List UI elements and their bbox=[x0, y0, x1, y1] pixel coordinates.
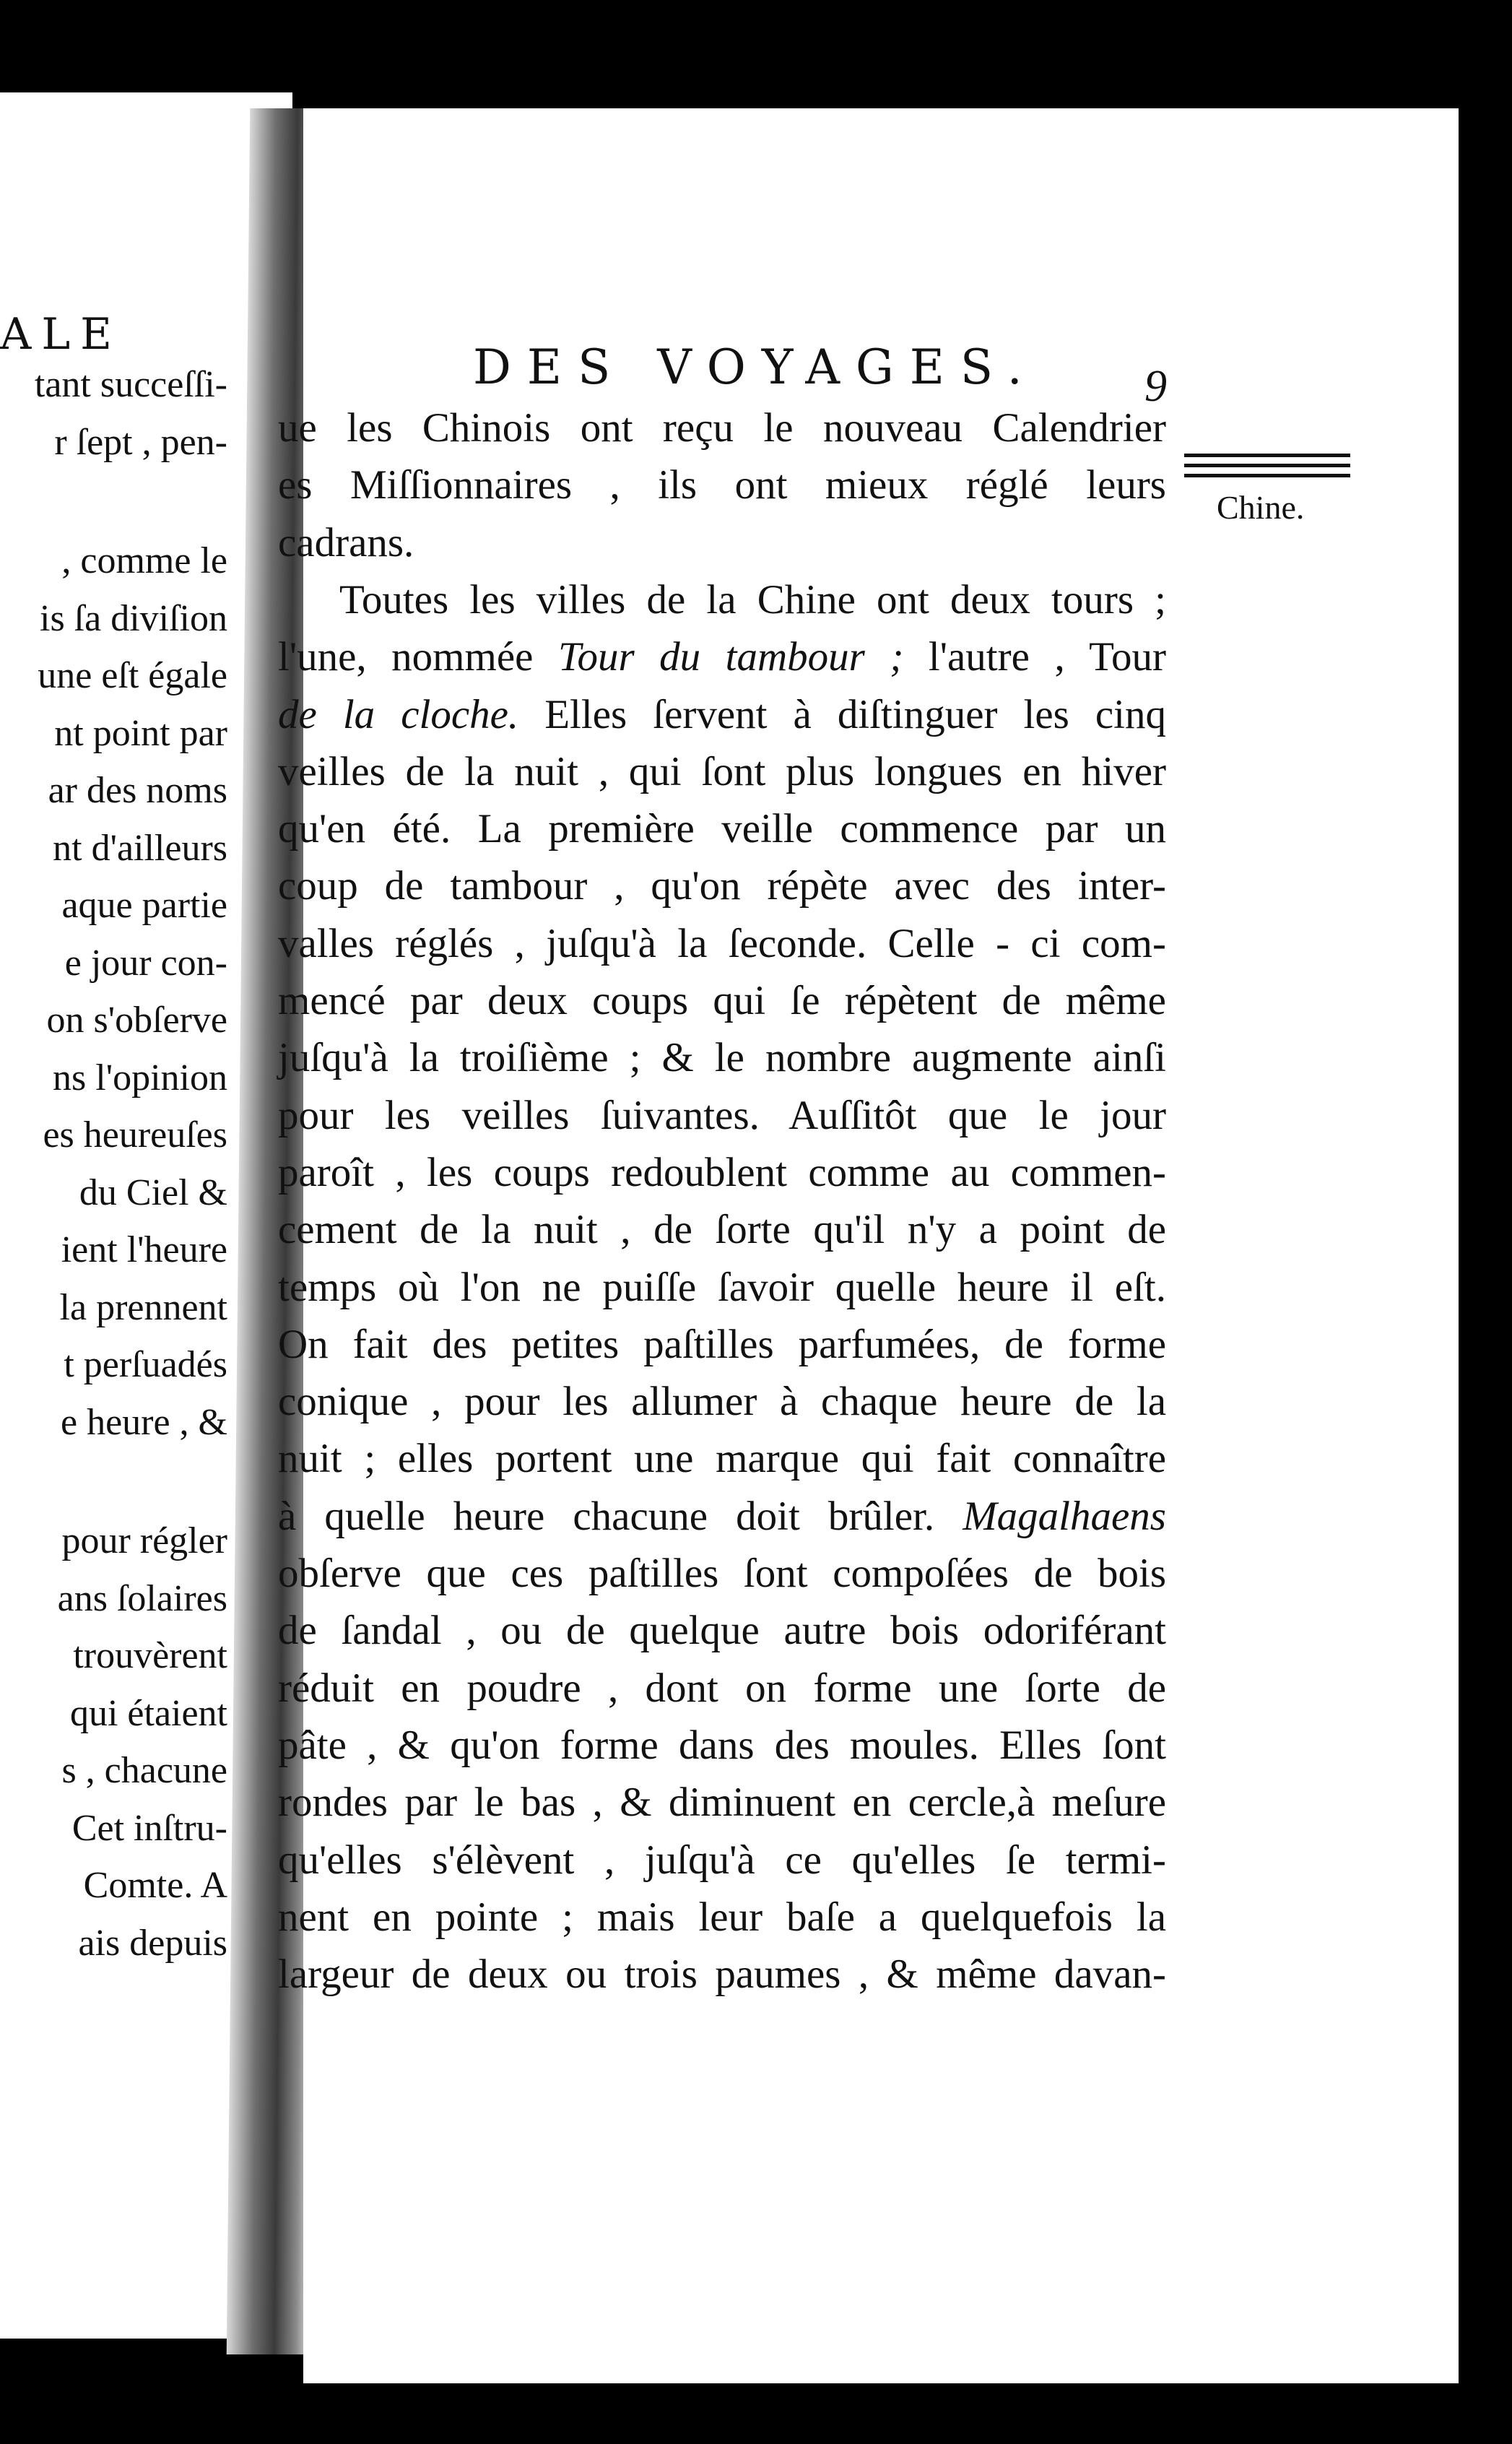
margin-rule bbox=[1184, 474, 1350, 477]
body-text-line: conique , pour les allumer à chaque heure de la bbox=[278, 1379, 1166, 1425]
italic-segment: Magalhaens bbox=[963, 1493, 1166, 1539]
body-text-line: valles réglés , juſqu'à la ſeconde. Celle - ci com- bbox=[278, 920, 1166, 966]
body-text-line: qu'elles s'élèvent , juſqu'à ce qu'elles ſe termi- bbox=[278, 1837, 1166, 1883]
margin-note: Chine. bbox=[1217, 489, 1305, 526]
body-text-line: ue les Chinois ont reçu le nouveau Calendrier bbox=[278, 405, 1166, 451]
running-head: DES VOYAGES. bbox=[473, 339, 1038, 395]
left-text-line: t perſuadés bbox=[64, 1344, 227, 1385]
left-text-line: s , chacune bbox=[61, 1750, 227, 1791]
body-text-line: rondes par le bas , & diminuent en cercle,à meſure bbox=[278, 1780, 1166, 1826]
left-text-line: du Ciel & bbox=[79, 1171, 227, 1213]
line-segment: l'une, nommée bbox=[278, 634, 558, 680]
body-text-line: pâte , & qu'on forme dans des moules. Elles ſont bbox=[278, 1722, 1166, 1768]
body-text-line: qu'en été. La première veille commence par un bbox=[278, 806, 1166, 852]
body-text-line: nuit ; elles portent une marque qui fait connaître bbox=[278, 1436, 1166, 1482]
left-text-line: la prennent bbox=[59, 1286, 227, 1328]
body-text-line: nent en pointe ; mais leur baſe a quelquefois la bbox=[278, 1894, 1166, 1940]
left-text-line: pour régler bbox=[61, 1520, 227, 1561]
left-text-line: e heure , & bbox=[60, 1401, 227, 1443]
left-text-line: ais depuis bbox=[78, 1922, 227, 1964]
body-text-line: juſqu'à la troiſième ; & le nombre augmente ainſi bbox=[278, 1035, 1166, 1081]
body-text-line: pour les veilles ſuivantes. Auſſitôt que le jour bbox=[278, 1092, 1166, 1138]
left-running-head: ALE bbox=[0, 309, 122, 360]
left-text-line: nt d'ailleurs bbox=[53, 827, 227, 869]
body-text-line: mencé par deux coups qui ſe répètent de même bbox=[278, 978, 1166, 1023]
body-text-line: coup de tambour , qu'on répète avec des inter- bbox=[278, 863, 1166, 909]
page-number: 9 bbox=[1144, 362, 1167, 411]
line-segment: l'autre , Tour bbox=[903, 634, 1167, 680]
line-segment: Elles ſervent à diſtinguer les cinq bbox=[518, 691, 1166, 737]
left-text-line: tant succeſſi- bbox=[34, 364, 227, 405]
left-text-line: , comme le bbox=[61, 540, 227, 581]
body-text-line: es Miſſionnaires , ils ont mieux réglé leurs bbox=[278, 462, 1166, 508]
left-text-line: r ſept , pen- bbox=[54, 421, 227, 463]
body-text-line: cement de la nuit , de ſorte qu'il n'y a point de bbox=[278, 1207, 1166, 1253]
body-text-line: Toutes les villes de la Chine ont deux tours ; bbox=[339, 576, 1166, 623]
left-text-line: ns l'opinion bbox=[53, 1057, 227, 1098]
margin-rule bbox=[1184, 464, 1350, 467]
left-text-line: nt point par bbox=[54, 712, 227, 754]
body-text-line: réduit en poudre , dont on forme une ſorte de bbox=[278, 1665, 1166, 1711]
left-text-line: trouvèrent bbox=[73, 1635, 227, 1676]
left-text-line: on s'obſerve bbox=[46, 1000, 227, 1041]
left-text-line: is ſa diviſion bbox=[40, 597, 227, 639]
margin-rule bbox=[1184, 454, 1350, 457]
left-text-line: aque partie bbox=[61, 885, 227, 926]
left-text-line: es heureuſes bbox=[43, 1114, 227, 1156]
left-text-line: ient l'heure bbox=[61, 1229, 227, 1270]
body-text-line bbox=[278, 633, 1166, 680]
body-text-line: paroît , les coups redoublent comme au commen- bbox=[278, 1149, 1166, 1195]
body-text-line bbox=[278, 1493, 1166, 1540]
left-text-line: e jour con- bbox=[64, 942, 227, 984]
body-text-line: de ſandal , ou de quelque autre bois odoriférant bbox=[278, 1608, 1166, 1654]
left-text-line: ans ſolaires bbox=[57, 1577, 227, 1619]
body-text-line: cadrans. bbox=[278, 519, 414, 566]
body-text-line bbox=[278, 691, 1166, 738]
italic-segment: de la cloche. bbox=[278, 691, 519, 737]
left-text-line: Comte. A bbox=[83, 1865, 227, 1906]
body-text-line: On fait des petites paſtilles parfumées, de forme bbox=[278, 1321, 1166, 1367]
left-text-line: Cet inſtru- bbox=[71, 1807, 227, 1849]
italic-segment: Tour du tambour ; bbox=[557, 634, 904, 680]
body-text-line: temps où l'on ne puiſſe ſavoir quelle heure il eſt. bbox=[278, 1264, 1166, 1310]
line-segment: à quelle heure chacune doit brûler. bbox=[278, 1493, 963, 1539]
left-text-line: qui étaient bbox=[69, 1692, 227, 1734]
left-text-line: ar des noms bbox=[48, 770, 227, 811]
left-text-line: une eſt égale bbox=[38, 655, 227, 696]
body-text-line: veilles de la nuit , qui ſont plus longues en hiver bbox=[278, 748, 1166, 794]
body-text-line: largeur de deux ou trois paumes , & même davan- bbox=[278, 1951, 1166, 1998]
body-text-line: obſerve que ces paſtilles ſont compoſées de bois bbox=[278, 1551, 1166, 1596]
